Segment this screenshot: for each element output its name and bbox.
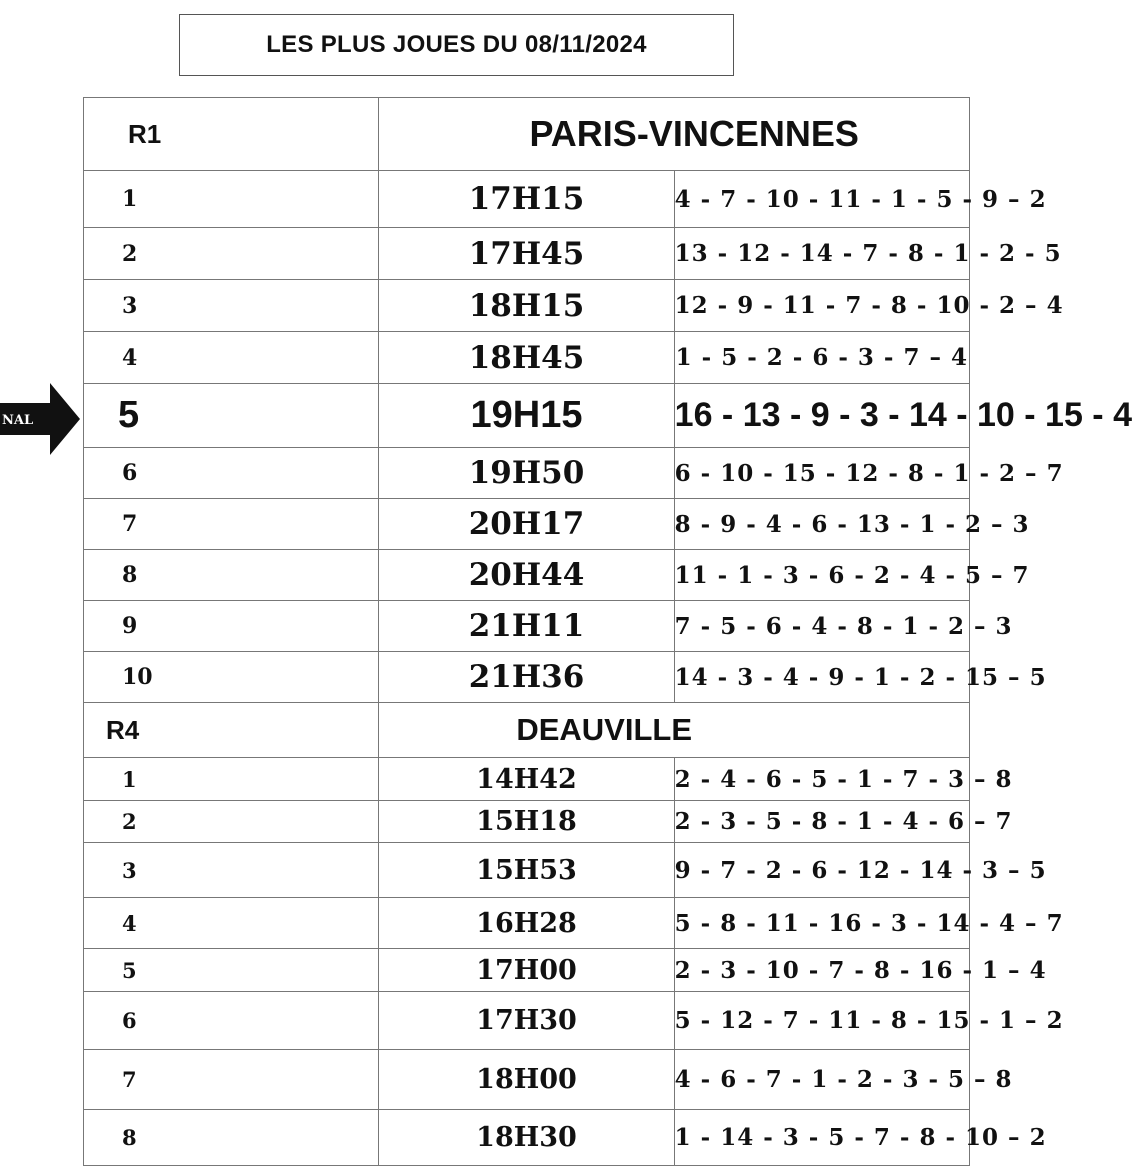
meeting-name: PARIS-VINCENNES (379, 98, 970, 171)
race-number: 9 (84, 601, 379, 652)
race-time: 18H45 (379, 332, 674, 384)
race-selection: 13 - 12 - 14 - 7 - 8 - 1 - 2 - 5 (674, 228, 969, 280)
race-time: 18H00 (379, 1050, 674, 1110)
race-selection: 4 - 7 - 10 - 11 - 1 - 5 - 9 – 2 (674, 171, 969, 228)
meeting-r4 (84, 703, 1064, 1166)
race-number: 2 (84, 801, 379, 843)
race-number: 6 (84, 992, 379, 1050)
arrow-label: NAL (2, 413, 34, 428)
meeting-header (84, 703, 970, 758)
race-row (84, 758, 970, 801)
race-time: 17H00 (379, 949, 674, 992)
race-time: 20H44 (379, 550, 674, 601)
meeting-code: R1 (84, 98, 379, 171)
race-number: 4 (84, 898, 379, 949)
race-row-highlighted (84, 384, 970, 448)
race-row (84, 801, 970, 843)
race-time: 19H15 (379, 384, 674, 448)
race-row (84, 280, 970, 332)
race-selection: 2 - 3 - 10 - 7 - 8 - 16 - 1 – 4 (674, 949, 969, 992)
arrow-right-icon (0, 383, 80, 455)
race-time: 16H28 (379, 898, 674, 949)
page-title: LES PLUS JOUES DU 08/11/2024 (179, 14, 734, 76)
race-number: 5 (84, 384, 379, 448)
race-number: 3 (84, 280, 379, 332)
race-time: 15H18 (379, 801, 674, 843)
race-time: 19H50 (379, 448, 674, 499)
race-selection: 6 - 10 - 15 - 12 - 8 - 1 - 2 – 7 (674, 448, 969, 499)
race-row (84, 1050, 970, 1110)
race-time: 21H11 (379, 601, 674, 652)
race-row (84, 332, 970, 384)
race-selection: 5 - 12 - 7 - 11 - 8 - 15 - 1 – 2 (674, 992, 969, 1050)
race-time: 20H17 (379, 499, 674, 550)
race-selection: 4 - 6 - 7 - 1 - 2 - 3 - 5 – 8 (674, 1050, 969, 1110)
race-selection: 1 - 5 - 2 - 6 - 3 - 7 – 4 (674, 332, 969, 384)
race-number: 2 (84, 228, 379, 280)
race-row (84, 550, 970, 601)
race-number: 8 (84, 1110, 379, 1166)
race-row (84, 949, 970, 992)
race-selection: 1 - 14 - 3 - 5 - 7 - 8 - 10 – 2 (674, 1110, 969, 1166)
race-number: 8 (84, 550, 379, 601)
race-selection: 9 - 7 - 2 - 6 - 12 - 14 - 3 – 5 (674, 843, 969, 898)
race-row (84, 898, 970, 949)
race-number: 7 (84, 499, 379, 550)
race-number: 3 (84, 843, 379, 898)
race-selection: 5 - 8 - 11 - 16 - 3 - 14 - 4 – 7 (674, 898, 969, 949)
race-time: 17H45 (379, 228, 674, 280)
race-selection: 11 - 1 - 3 - 6 - 2 - 4 - 5 – 7 (674, 550, 969, 601)
race-selection: 8 - 9 - 4 - 6 - 13 - 1 - 2 – 3 (674, 499, 969, 550)
race-time: 17H30 (379, 992, 674, 1050)
race-number: 5 (84, 949, 379, 992)
race-number: 1 (84, 758, 379, 801)
race-number: 10 (84, 652, 379, 703)
race-selection: 12 - 9 - 11 - 7 - 8 - 10 - 2 – 4 (674, 280, 969, 332)
race-time: 18H15 (379, 280, 674, 332)
meeting-code: R4 (84, 703, 379, 758)
meeting-header (84, 98, 970, 171)
race-number: 4 (84, 332, 379, 384)
race-row (84, 171, 970, 228)
race-number: 6 (84, 448, 379, 499)
meeting-name: DEAUVILLE (379, 703, 970, 758)
races-table (83, 97, 1132, 1166)
meeting-r1 (84, 98, 1132, 703)
race-row (84, 992, 970, 1050)
race-row (84, 652, 970, 703)
race-row (84, 601, 970, 652)
race-time: 14H42 (379, 758, 674, 801)
race-row (84, 843, 970, 898)
race-time: 18H30 (379, 1110, 674, 1166)
race-selection: 16 - 13 - 9 - 3 - 14 - 10 - 15 - 4 (674, 384, 969, 448)
race-time: 15H53 (379, 843, 674, 898)
race-row (84, 448, 970, 499)
race-selection: 7 - 5 - 6 - 4 - 8 - 1 - 2 – 3 (674, 601, 969, 652)
race-number: 7 (84, 1050, 379, 1110)
race-time: 21H36 (379, 652, 674, 703)
race-row (84, 1110, 970, 1166)
race-time: 17H15 (379, 171, 674, 228)
race-row (84, 499, 970, 550)
race-row (84, 228, 970, 280)
race-selection: 2 - 4 - 6 - 5 - 1 - 7 - 3 – 8 (674, 758, 969, 801)
race-selection: 14 - 3 - 4 - 9 - 1 - 2 - 15 – 5 (674, 652, 969, 703)
race-number: 1 (84, 171, 379, 228)
race-selection: 2 - 3 - 5 - 8 - 1 - 4 - 6 – 7 (674, 801, 969, 843)
